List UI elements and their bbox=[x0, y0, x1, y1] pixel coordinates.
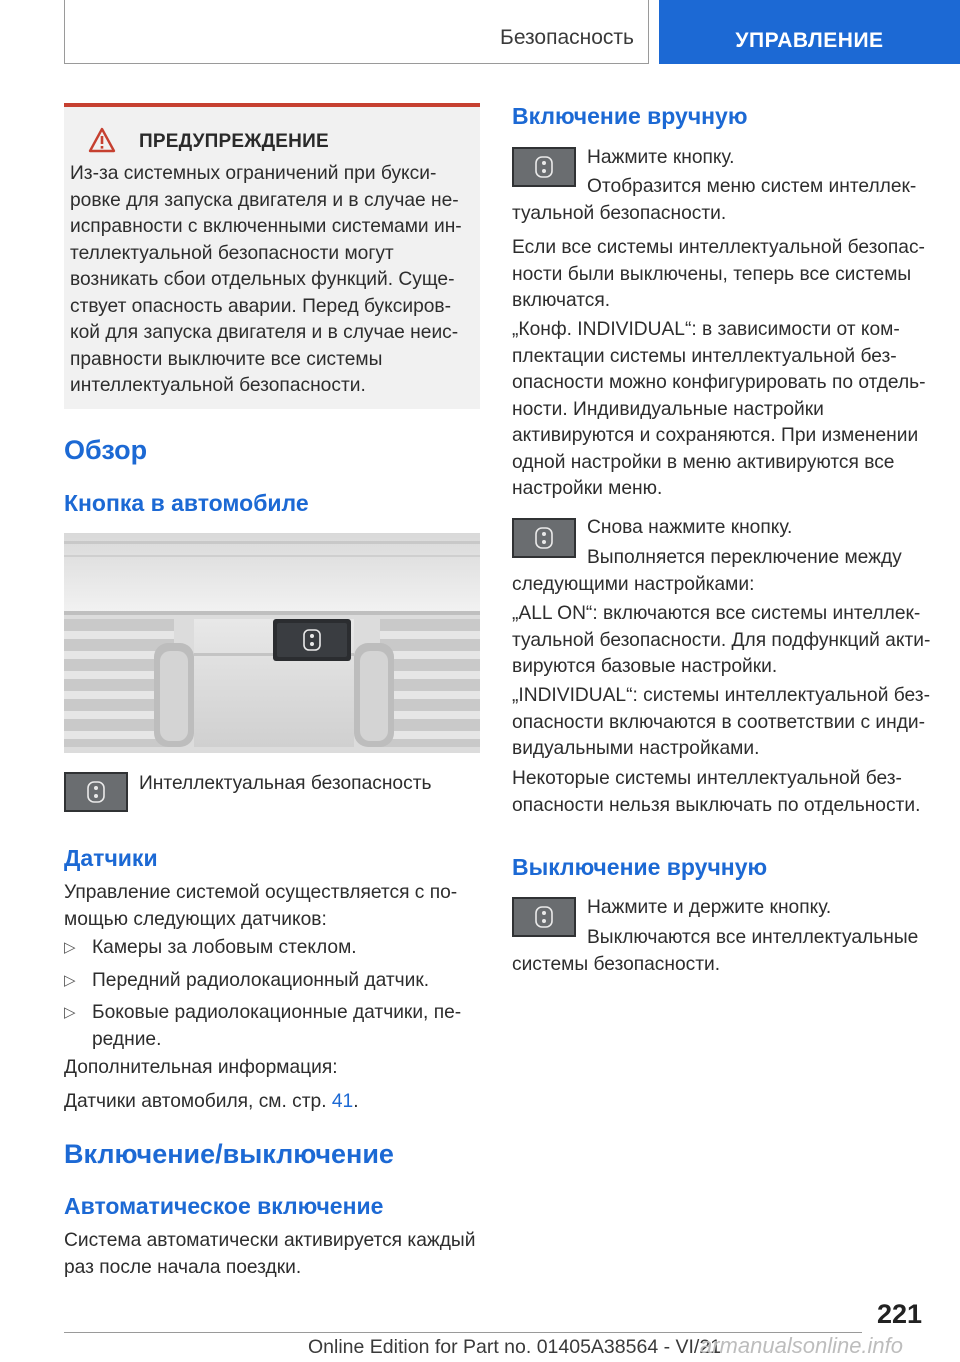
all-off-paragraph bbox=[512, 235, 942, 315]
triangle-bullet-icon: ▷ bbox=[64, 971, 76, 989]
text-line: Боковые радиолокационные датчики, пе- bbox=[92, 1002, 462, 1023]
warning-box bbox=[64, 103, 480, 409]
sensor-reference bbox=[64, 1089, 359, 1116]
dashboard-button-photo bbox=[64, 533, 480, 753]
text-line: видуальными настройками. bbox=[512, 738, 760, 759]
text-line: ности были выключены, теперь все системы bbox=[512, 263, 912, 285]
text-line: Некоторые системы интеллектуальной без- bbox=[512, 768, 902, 789]
text-line: Из-за системных ограничений при букси- bbox=[70, 163, 437, 184]
some-systems-paragraph bbox=[512, 766, 942, 819]
step3-result bbox=[512, 925, 932, 978]
text-line: Если все системы интеллектуальной безопас- bbox=[512, 237, 925, 258]
text-line: раз после начала поездки. bbox=[64, 1256, 302, 1278]
text-line: „ALL ON“: включаются все системы интеллек- bbox=[512, 603, 921, 624]
text-line: системы безопасности. bbox=[512, 953, 721, 975]
text-line: Передний радиолокационный датчик. bbox=[92, 969, 430, 991]
reference-text: Датчики автомобиля, см. стр. bbox=[64, 1091, 327, 1112]
text-line: Выключаются все интеллектуальные bbox=[587, 927, 919, 948]
manual-off-heading: Выключение вручную bbox=[512, 854, 768, 880]
warning-title: ПРЕДУПРЕЖДЕНИЕ bbox=[139, 131, 329, 152]
sensors-intro bbox=[64, 880, 480, 933]
sensor-list bbox=[64, 935, 480, 1053]
list-item bbox=[64, 968, 480, 995]
step1-result bbox=[512, 174, 932, 227]
individual-config-paragraph bbox=[512, 317, 942, 503]
step2-result bbox=[512, 545, 932, 598]
warning-text bbox=[70, 161, 476, 400]
text-line: плектации системы интеллектуальной без- bbox=[512, 345, 897, 367]
individual-paragraph bbox=[512, 683, 942, 763]
text-line: следующими настройками: bbox=[512, 573, 755, 595]
text-line: включатся. bbox=[512, 290, 611, 311]
text-line: Система автоматически активируется каждый bbox=[64, 1230, 476, 1251]
button-heading: Кнопка в автомобиле bbox=[64, 490, 309, 516]
text-line: ровке для запуска двигателя и в случае не- bbox=[70, 189, 459, 211]
text-line: теллектуальной безопасности могут bbox=[70, 242, 394, 264]
edition-text: Online Edition for Part no. 01405A38564 - VI/21 bbox=[308, 1336, 722, 1358]
list-item bbox=[64, 935, 480, 962]
text-line: Отобразится меню систем интеллек- bbox=[587, 176, 917, 197]
more-info-label: Дополнительная информация: bbox=[64, 1057, 338, 1078]
text-line: исправности с включенными системами ин- bbox=[70, 216, 462, 237]
sensors-heading: Датчики bbox=[64, 845, 158, 871]
manual-on-heading: Включение вручную bbox=[512, 103, 748, 129]
onoff-heading: Включение/выключение bbox=[64, 1139, 394, 1169]
text-line: Выполняется переключение между bbox=[587, 547, 902, 568]
text-line: туальной безопасности. bbox=[512, 202, 727, 224]
text-line: опасности нельзя выключать по отдельности. bbox=[512, 794, 921, 816]
header-tab-control[interactable] bbox=[659, 0, 960, 64]
text-line: „Конф. INDIVIDUAL“: в зависимости от ком- bbox=[512, 319, 900, 340]
step1-text: Нажмите кнопку. bbox=[587, 147, 735, 168]
page-number: 221 bbox=[876, 1299, 922, 1329]
text-line: опасности можно конфигурировать по отдель- bbox=[512, 372, 926, 393]
header-tab-label: УПРАВЛЕНИЕ bbox=[735, 29, 884, 52]
text-line: ствует опасность аварии. Перед буксиров- bbox=[70, 295, 451, 317]
button-caption: Интеллектуальная безопасность bbox=[139, 773, 432, 794]
text-line: Управление системой осуществляется с по- bbox=[64, 882, 458, 903]
text-line: редние. bbox=[92, 1028, 162, 1050]
text-line: вируются базовые настройки. bbox=[512, 656, 778, 677]
page-link[interactable]: 41 bbox=[331, 1091, 354, 1112]
text-line: „INDIVIDUAL“: системы интеллектуальной без- bbox=[512, 685, 930, 706]
text-line: мощью следующих датчиков: bbox=[64, 908, 327, 930]
safety-button-icon bbox=[64, 772, 128, 812]
triangle-bullet-icon: ▷ bbox=[64, 939, 76, 956]
site-watermark: armanualsonline.info bbox=[700, 1333, 904, 1358]
overview-heading: Обзор bbox=[64, 435, 148, 465]
step2-text: Снова нажмите кнопку. bbox=[587, 517, 793, 538]
text-line: интеллектуальной безопасности. bbox=[70, 375, 366, 396]
text-line: Камеры за лобовым стеклом. bbox=[92, 937, 357, 958]
list-item bbox=[64, 1000, 480, 1053]
text-line: ности. Индивидуальные настройки bbox=[512, 398, 824, 420]
warning-accent-bar bbox=[64, 103, 480, 107]
text-line: возникать сбои отдельных функций. Суще- bbox=[70, 269, 455, 290]
text-line: одной настройки в меню активируются все bbox=[512, 451, 895, 473]
text-line: правности выключите все системы bbox=[70, 348, 383, 370]
safety-assist-icon bbox=[85, 780, 107, 804]
all-on-paragraph bbox=[512, 601, 942, 681]
header-section-title: Безопасность bbox=[500, 26, 634, 49]
text-line: настройки меню. bbox=[512, 478, 663, 499]
warning-triangle-icon bbox=[88, 127, 116, 153]
triangle-bullet-icon: ▷ bbox=[64, 1004, 76, 1021]
auto-text bbox=[64, 1228, 484, 1281]
text-line: опасности включаются в соответствии с инди- bbox=[512, 711, 926, 733]
text-line: туальной безопасности. Для подфункций акти- bbox=[512, 629, 931, 651]
reference-end: . bbox=[353, 1091, 359, 1112]
text-line: кой для запуска двигателя и в случае неис- bbox=[70, 322, 459, 343]
auto-heading: Автоматическое включение bbox=[64, 1193, 384, 1219]
step3-text: Нажмите и держите кнопку. bbox=[587, 897, 832, 918]
text-line: активируются и сохраняются. При изменении bbox=[512, 425, 919, 446]
